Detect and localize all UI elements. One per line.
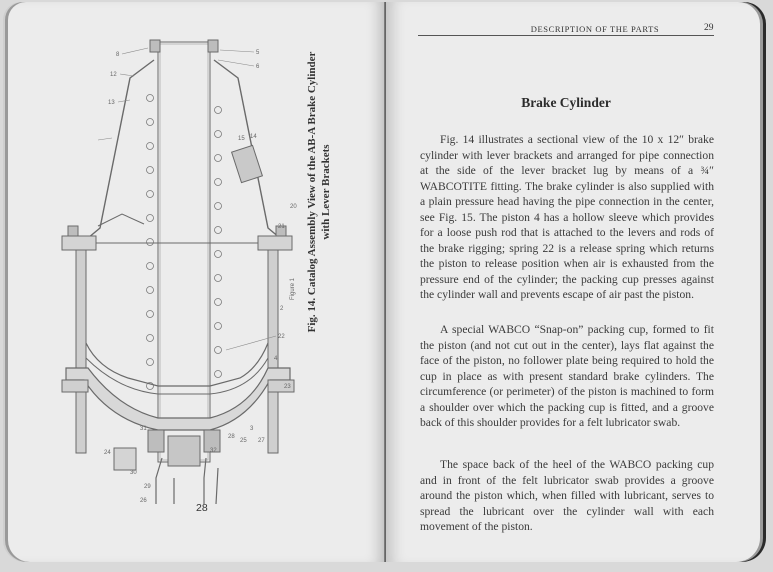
paragraph-1: Fig. 14 illustrates a sectional view of the 10 x 12″ brake cylinder with lever brackets and arranged for pipe connection at the side of the lever bracket lug by means of a ¾″ WABCOTITE fitting. The brake cylinder is also supplied with a plain pressure head having the pipe connection in the center, see Fig. 15. The piston 4 has a hollow sleeve which provides for a loose push rod that is attached to the levers and rods of the brake rigging; spring 22 is a release spring which returns the piston to release position when air is exhausted from the pressure end of the cylinder; the packing cup presses against the cylinder wall and prevents escape of air past the piston. [420,133,714,301]
figure-caption [305,42,333,342]
caption-line-1: Fig. 14. Catalog Assembly View of the AB-A Brake Cylinder [306,51,318,333]
part-label-8: 8 [116,52,120,58]
sectional-drawing [58,38,298,504]
push-rod-sleeve [158,42,210,462]
running-head: DESCRIPTION OF THE PARTS [530,24,660,34]
part-label-6: 6 [256,64,260,70]
part-label-27: 27 [258,438,265,444]
part-label-15: 15 [238,136,245,142]
part-label-22: 22 [278,334,285,340]
part-label-12: 12 [110,72,117,78]
part-label-30: 30 [130,470,137,476]
paragraph-2: A special WABCO “Snap-on” packing cup, formed to fit the piston (and not cut out in the center), lays flat against the face of the piston, no follower plate being required to hold the cup in place as with present standard brake cylinders. The circumference (or perimeter) of the piston is machined to form a shoulder over which the packing cup is fitted, and a groove back of this shoulder provides for a felt lubricator swab. [420,323,714,429]
sheet-label: Figure 1 [290,277,296,300]
part-label-28: 28 [228,434,235,440]
part-label-29: 29 [144,484,151,490]
part-label-13: 13 [108,100,115,106]
part-label-2: 2 [280,306,284,312]
part-label-3: 3 [250,426,254,432]
page-number-right: 29 [704,23,714,33]
paragraph-3: The space back of the heel of the WABCO packing cup and in front of the felt lubricator swab provides a groove around the piston which, when filled with lubricant, serves to spread the lubricant over the cylinder wall with each movement of the piston. [420,458,714,533]
brake-cylinder-diagram [58,38,298,504]
right-page [386,2,760,562]
left-page [8,2,386,562]
part-label-23: 23 [284,384,291,390]
part-label-14: 14 [250,134,257,140]
page-number-left: 28 [196,502,208,514]
part-label-31: 31 [140,426,147,432]
part-label-32: 32 [210,448,217,454]
part-label-4: 4 [274,356,278,362]
part-label-20: 20 [290,204,297,210]
part-label-26: 26 [140,498,147,504]
part-label-25: 25 [240,438,247,444]
section-title: Brake Cylinder [521,95,611,110]
part-label-24: 24 [104,450,111,456]
caption-line-2: with Lever Brackets [320,144,332,240]
header-rule [418,35,714,36]
part-label-21: 21 [278,224,285,230]
part-label-5: 5 [256,50,260,56]
